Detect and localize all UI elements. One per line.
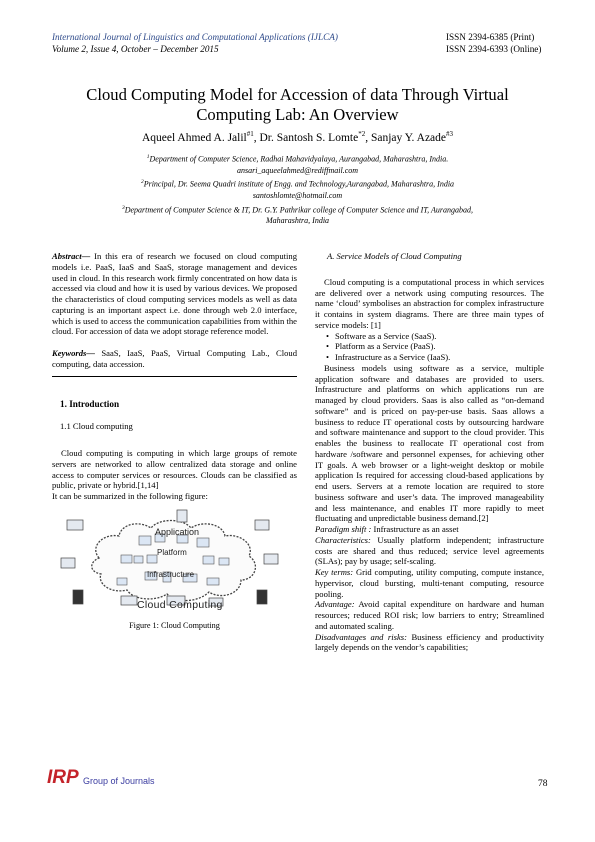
label-platform: Platform (157, 547, 187, 557)
affiliation (100, 152, 495, 176)
author-sup: #3 (446, 130, 454, 138)
aff-email: ansari_aqueelahmed@rediffmail.com (236, 165, 359, 175)
paper-title: Cloud Computing Model for Accession of data Through Virtual Computing Lab: An Overview (86, 85, 509, 124)
author-sup: *2 (358, 130, 366, 138)
journal-name: International Journal of Linguistics and Computational Applications (IJLCA) (52, 32, 338, 42)
issn-online: ISSN 2394-6393 (Online) (446, 43, 542, 54)
keywords-label: Keywords— (52, 348, 95, 358)
divider (52, 376, 297, 377)
affiliation (100, 177, 495, 201)
left-column (52, 251, 297, 632)
irp-logo-mark: IRP (47, 767, 79, 788)
figure-caption: Figure 1: Cloud Computing (129, 620, 220, 630)
definition-text: Infrastructure as an asset (371, 524, 459, 534)
label-application: Application (155, 526, 200, 537)
definition-item (315, 524, 544, 535)
aff-email: santoshlomte@hotmail.com (252, 191, 343, 201)
definition-text: Usually platform independent; infrastructure costs are shared and thus reduced; service level agreements (SLAs); pay by usage; self-scaling. (315, 534, 544, 567)
irp-logo (45, 767, 165, 795)
abstract (52, 251, 297, 337)
list-item: • Software as a Service (SaaS). (326, 331, 544, 342)
definition-text: Business efficiency and productivity largely depends on the vendor’s capabilities; (315, 631, 544, 653)
definition-label: Disadvantages and risks: (315, 631, 407, 642)
issn-block (446, 32, 541, 55)
right-column (315, 251, 544, 653)
subsection-heading: 1.1 Cloud computing (60, 421, 133, 432)
service-model-list (326, 331, 544, 363)
affiliation (100, 203, 495, 227)
definition-item (315, 535, 544, 567)
label-infrastructure: Infrastructure (147, 569, 195, 579)
author-name: Aqueel Ahmed A. Jalil (141, 131, 247, 144)
author-list: Aqueel Ahmed A. Jalil$^{\#1}$, Dr. Santosh S. Lomte$^{*2}$, Sanjay Y. Azade$^{\#3}$ (141, 130, 454, 144)
service-models-paragraph: Cloud computing is a computational process in which services are delivered over a network using computing resources. The name ‘cloud’ symbolises an abstraction for complex infrastructure it contains in system diagrams. There are three main types of service models: [1] (315, 276, 544, 330)
aff-text: Department of Computer Science & IT, Dr. G.Y. Pathrikar college of Computer Science and IT, Aurangabad, Maharashtra, India (124, 205, 474, 226)
journal-volume: Volume 2, Issue 4, October – December 2015 (52, 43, 219, 54)
list-item: • Infrastructure as a Service (IaaS). (326, 352, 544, 363)
definition-label: Paradigm shift : (315, 524, 372, 534)
author-name: Dr. Santosh S. Lomte (259, 131, 359, 144)
definition-text: Avoid capital expenditure on hardware and human resources; reduced ROI risk; low barriers to entry; Streamlined and automated scaling. (315, 599, 544, 631)
definition-item (315, 599, 544, 631)
author-sup: #1 (246, 130, 254, 138)
aff-text: Principal, Dr. Seema Quadri institute of Engg. and Technology,Aurangabad, Maharashtra, India (143, 179, 455, 189)
intro-paragraph-2: It can be summarized in the following figure: (52, 491, 208, 501)
aff-sup: 3 (121, 204, 125, 211)
definition-label: Advantage: (315, 599, 355, 610)
issn-print: ISSN 2394-6385 (Print) (446, 32, 535, 42)
abstract-label: Abstract— (52, 251, 91, 261)
abstract-text: In this era of research we focused on cloud computing models i.e. PaaS, IaaS and SaaS, storage management and devices used in cloud. In this research work firmly concentrated on how data is accessed via cloud and how it is used by various devices. We proposed the characteristics of cloud computing services models as well as data capturing is an important aspect i.e. done through web 2.0 interface, which is used to access the communication capabilities from within the cloud. For accession of data we adopt storage reference model. (52, 251, 297, 337)
irp-logo-text: Group of Journals (83, 776, 155, 786)
journal-header (52, 32, 338, 55)
section-heading: 1. Introduction (60, 398, 120, 409)
aff-sup: 1 (146, 154, 150, 160)
cloud-diagram (59, 508, 287, 611)
author-name: Sanjay Y. Azade (370, 131, 447, 144)
aff-sup: 2 (140, 179, 144, 186)
definition-item (315, 632, 544, 654)
label-cloud-computing: Cloud Computing (137, 598, 223, 611)
list-item: • Platform as a Service (PaaS). (326, 341, 544, 352)
keywords (52, 348, 297, 370)
cloud-computing-figure (59, 508, 287, 611)
definition-label: Characteristics: (315, 534, 371, 545)
business-models-paragraph: Business models using software as a service, multiple application software and databases are provided to users. Infrastructure and platforms on which applications run are managed by cloud providers. Saas is also called as “on-demand software” and is priced on pay-per-use basis. Saas allows a business to reduce IT operational costs by outsourcing hardware and software maintenance and support to the cloud provider. This enables the business to reallocate IT operational cost from hardware /software and personnel expenses, for achieving other IT goals. A web browser or a light-weight desktop or mobile application Is required for accessing cloud-based applications by end users. Servers at a remote location are required to store business software and user’s data. The improved manageability and less maintenance, and enables IT more rapidly to meet fluctuating and unpredictable business demand.[2] (315, 362, 544, 524)
subsection-heading-a: A. Service Models of Cloud Computing (327, 251, 462, 261)
intro-paragraph: Cloud computing is computing in which large groups of remote servers are networked to allow centralized data storage and online access to computer services or resources. Clouds can be classified as public, private or hybrid.[1,14] (52, 448, 297, 491)
aff-text: Department of Computer Science, Radhai Mahavidyalaya, Aurangabad, Maharashtra, India. (149, 154, 449, 164)
page-number: 78 (538, 779, 548, 789)
definition-label: Key terms: (315, 567, 354, 577)
affiliations (100, 152, 495, 228)
definition-item (315, 567, 544, 599)
keywords-text: SaaS, IaaS, PaaS, Virtual Computing Lab., Cloud computing, data accession. (52, 348, 297, 369)
definition-text: Grid computing, utility computing, compute instance, hypervisor, cloud bursting, multi-tenant computing, resource pooling. (315, 567, 545, 599)
